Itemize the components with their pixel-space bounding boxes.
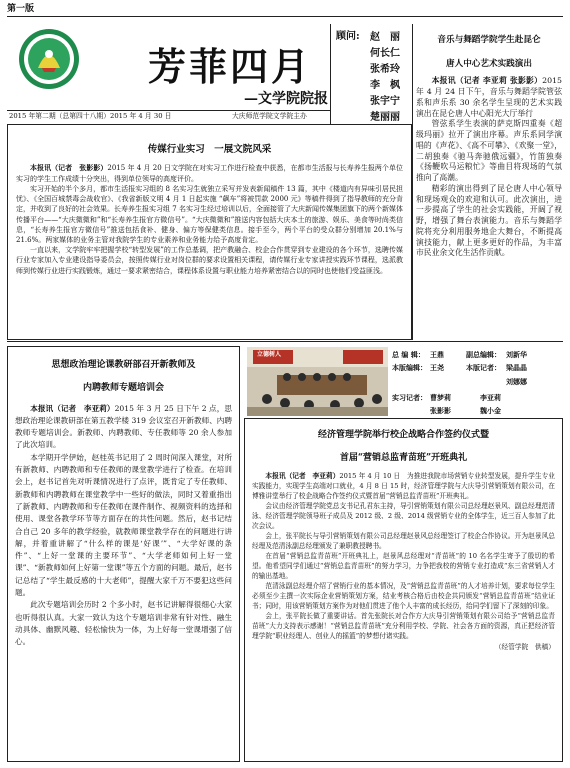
article-byline: 本报讯（记者 李亚莉） <box>265 471 340 480</box>
staff-row: 实习记者： 曹梦莉 李亚莉 <box>392 392 501 402</box>
article-paragraph: 精彩的演出得到了昆仑唐人中心领导和现场观众的欢迎和认可。此次演出，进一步提高了学生的社会实践能，开阔了视野，增强了舞台表演能力。音乐与舞蹈学院将充分利用服务地企大舞台，不断提高演技能力，献上更多更好的作品，为丰富市民业余文化生活作贡献。 <box>416 183 562 258</box>
issue-rule <box>7 110 330 111</box>
article-paragraph: 一直以来，文学院牢牢把握学校“转型发展”的工作总基调，把产教融合、校企合作贯穿到专业建设的各个环节，选聘传媒行业专家加入专业建设指导委员会，按照传媒行业对岗位群的要求设置相关课程，请传媒行业专家讲授实践环节课程，选派教师到传媒行业进行实践锻炼，通过一要求紧密结合，课程体系设置与职业能力培养紧密结合以的同时也使他们受益匪浅。 <box>16 246 403 275</box>
article-paragraph: 会上，张平院长做了重要讲话。首先张院长对合作方大庆导引营销策划有限公司给予“营销总监青苗班”大力支持表示感谢！“营销总监青苗班”充分利用学校、学院、社会各方面的资源，真正把经济管理学院“职业经理人、创业人的摇篮”的梦想付诸实践。 <box>252 612 555 641</box>
section-rule <box>7 341 563 342</box>
article-practice-box <box>7 124 412 340</box>
article-headline: 内聘教师专题培训会 <box>82 382 164 393</box>
newspaper-title: 芳菲四月 <box>148 44 313 89</box>
advisor-name: 张希玲 <box>370 64 400 75</box>
article-music-performance <box>416 24 562 259</box>
right-column-divider <box>412 24 413 340</box>
advisor-name: 赵 丽 <box>370 32 400 43</box>
top-rule <box>7 16 563 17</box>
article-headline: 音乐与舞蹈学院学生赴昆仑 <box>437 35 541 45</box>
article-paragraph: 会议由经济管理学院党总支书记孔君东主持，导引营销策划有限公司总经理赵景风、副总经理范清泳、经济管理学院领导班子成员及 2012 级、2 级、2014 级营销专业的全体学生，近三百人参加了此次会议。 <box>252 501 555 530</box>
article-paragraph: 本报讯（记者 李亚莉）2015 年 4 月 10 日 为推进我院市场营销专业转型发展，提升学生专业实践能力，实现学生高端对口就业，4 月 8 日 15 时，经济管理学院与大庆导引营销策划有限公司，在博雅讲堂举行了校企战略合作签约仪式暨首届“营销总监青苗班”开班典礼。 <box>252 471 555 500</box>
advisor-name: 张宇宁 <box>370 96 400 107</box>
article-headline: 传媒行业实习 一展文院风采 <box>147 144 272 155</box>
advisor-label: 顾问: <box>336 31 360 42</box>
advisor-name: 何长仁 <box>370 48 400 59</box>
article-credit: （经管学院 供稿） <box>494 643 555 652</box>
article-paragraph: 本报讯（记者 李亚莉）2015 年 3 月 25 日下午 2 点，思想政治理论课教研部在第五教学楼 319 会议室召开新教师、内聘教师专题培训会。新教师、内聘教师、专任教师等 20 余人参加了此次培训。 <box>15 403 233 450</box>
newspaper-subtitle: —文学院院报 <box>244 91 328 107</box>
article-paragraph: 范清泳副总经理介绍了营销行业的基本情况，及“营销总监青苗班”的人才培养计划，要求每位学生必须至少主撰一次实际企业营销策划方案，结业考核合格后由校企共同颁发“营销总监青苗班”结业证书；同时，用该营销策划方案作为对他们贯进了他个人丰富的成长经历，给同学们留下了深刻的印象。 <box>252 582 555 611</box>
staff-listing <box>392 348 563 417</box>
staff-row: 张影影 魏小金 <box>430 406 501 416</box>
publisher-info: 大庆师范学院文学院主办 <box>232 112 307 120</box>
article-econ-box <box>244 418 563 762</box>
meeting-photo <box>247 347 388 416</box>
article-paragraph: 本报讯（记者 张影影）2015 年 4 月 20 日文学院在对实习工作进行检查中获悉，在都市生活报与长寿养生报两个单位实习的学生工作成绩十分突出，得到单位领导的高度评价。 <box>16 163 403 183</box>
article-headline: 唐人中心艺术实践演出 <box>446 59 532 70</box>
article-byline: 本报讯（记者 张影影） <box>30 163 108 173</box>
advisor-name: 楚丽丽 <box>370 112 400 123</box>
article-training-box <box>7 346 240 762</box>
advisor-list <box>370 30 400 126</box>
college-emblem <box>18 28 80 90</box>
article-paragraph: 此次专题培训会历时 2 个多小时，赵书记讲解得很细心大家也听得很认真。大家一致认为这个专题培训非常有针对性、融生动具体、幽默风趣、轻松愉快为一体，为上好每一堂课增强了信心。 <box>15 600 232 647</box>
staff-row: 总 编 辑： 王鼎 副总编辑： 刘新华 <box>392 350 527 359</box>
photo-banner-text: 立德树人 <box>257 351 282 358</box>
article-paragraph: 本报讯（记者 李亚莉 张影影）2015 年 4 月 24 日下午，音乐与舞蹈学院管弦系和声乐系 30 余名学生呈现的艺术实践演出在昆仑唐人中心阳光大厅举行 <box>416 76 562 118</box>
article-paragraph: 在首届“营销总监青苗班”开班典礼上，赵景风总经理对“青苗班”的 10 名名学生寄予了殷切的希望。他希望同学们通过“营销总监青苗班”的努力学习，力争把我校的营销专业打造成“东三省营销人才的输出基地。 <box>252 551 555 580</box>
article-paragraph: 本学期开学伊始，赵桂英书记用了 2 周时间深入课堂，对所有新教师、内聘教师和专任教师的课堂教学进行了检查。在培训会上，赵书记首先对听课情况进行了点评，既肯定了专任教师、新教师和内聘教师在课堂教学中一些好的做法，同时又着重指出了新教师、内聘教师和专任教师在课件制作、视频资料的选择和使用、课堂各教学环节等方面存在的共性问题。然后，赵书记结合自己 20 多年的教学经验，就教师课堂教学存在的问题进行讲解，并着重讲解了“什么样的课是‘好课’”、“大学好课的条件”、“上好一堂课的主要环节”、“大学老师如何上好一堂课”、“新教师如何上好第一堂课”等五个方面的问题。最后，赵书记总结了“学生最反感的十大老师”，提醒大家千万不要犯这些问题。 <box>15 452 232 597</box>
article-byline: 本报讯（记者 李亚莉 张影影） <box>431 76 543 86</box>
staff-row: 本版编辑： 王尧 本版记者： 梁晶晶 <box>392 363 527 373</box>
article-paragraph: 实习开始的半个多月，都市生活报实习组的 8 名实习生就独立采写并发表新闻稿件 13 篇，其中《楼道内有异味引居民担忧》、《全国百城禁毒会战收官》、《我省新版文明 4 月 1 日起实施 “飙车”将被罚款 2000 元》等稿件得到了指导教师的充分肯定，并收到了良好的社会效果。长寿养生报实习组 7 名实习生经过培训以后，全面接管了大庆新闻传媒集团旗下的两个新媒体传播平台——“大庆微微和”和“长寿养生报官方微信号”。“大庆微微和”推送内容包括大庆本土的旅游、娱乐、美食等时尚类信息，“长寿养生报官方微信号”推送包括食补、健身、偏方等保健类信息。接手至今，两个平台的受众群分别增加 20.1%与 21.6%。两家媒体的业务主管对我院学生的专业素养和业务能力给予高度肯定。 <box>16 184 403 245</box>
staff-row: 刘娜娜 <box>506 376 527 386</box>
article-byline: 本报讯（记者 李亚莉） <box>30 403 115 413</box>
article-headline: 思想政治理论课教研部召开新教师及 <box>51 360 196 370</box>
advisor-divider <box>330 24 331 124</box>
issue-info: 2015 年第二期（总第四十八期）2015 年 4 月 30 日 <box>9 112 172 120</box>
advisor-name: 李 枫 <box>370 80 400 91</box>
article-paragraph: 管弦系学生表演的萨克斯四重奏《超级玛丽》拉开了演出序幕。声乐系同学演唱的《声花》、《高不可攀》、《欢聚一堂》，二胡独奏《驰马奔驰俄远疆》，竹笛独奏《扬鞭吹马运粮忙》等曲目将现场的气氛推向了高潮。 <box>416 119 562 183</box>
article-paragraph: 会上，张平院长与导引营销策划有限公司总经理赵景风总经理签订了校企合作协议。开为赵景风总经理及范清泳副总经理颁发了兼职教授聘书。 <box>252 531 555 550</box>
article-headline: 首届“营销总监青苗班”开班典礼 <box>339 452 468 463</box>
article-headline: 经济管理学院举行校企战略合作签约仪式暨 <box>317 430 489 440</box>
edition-label: 第一版 <box>7 4 35 14</box>
